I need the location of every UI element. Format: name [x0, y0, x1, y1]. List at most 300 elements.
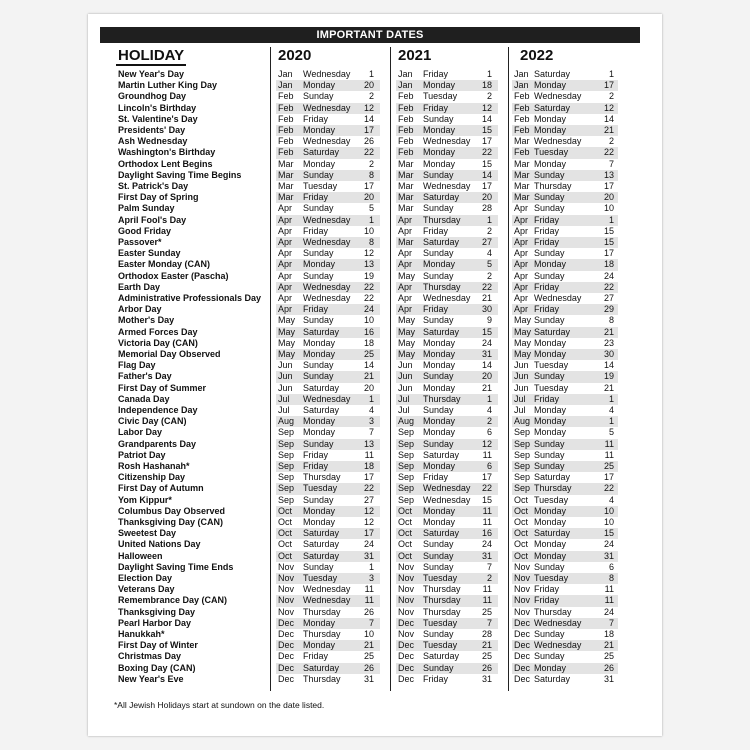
- month-2021: Mar: [398, 203, 414, 214]
- month-2021: May: [398, 337, 416, 348]
- month-2020: Jan: [278, 80, 293, 91]
- weekday-2020: Saturday: [303, 382, 340, 393]
- weekday-2022: Tuesday: [534, 147, 569, 158]
- weekday-2021: Monday: [423, 416, 456, 427]
- date-2020: 13: [363, 259, 374, 270]
- table-row: [88, 136, 662, 147]
- date-2022: 12: [603, 102, 614, 113]
- weekday-2020: Monday: [303, 125, 336, 135]
- weekday-2022: Wednesday: [534, 91, 582, 102]
- weekday-2022: Tuesday: [534, 573, 569, 583]
- date-2022: 17: [603, 80, 614, 91]
- weekday-2021: Wednesday: [423, 293, 471, 303]
- month-2020: Sep: [278, 427, 295, 438]
- weekday-2021: Thursday: [423, 281, 461, 292]
- holiday-name: Presidents' Day: [118, 125, 186, 135]
- date-2020: 22: [363, 293, 374, 303]
- date-2021: 22: [481, 147, 492, 158]
- weekday-2021: Monday: [423, 259, 456, 270]
- month-2021: Oct: [398, 517, 413, 527]
- date-2021: 7: [486, 617, 492, 628]
- date-2022: 10: [603, 505, 614, 516]
- date-2021: 11: [482, 505, 492, 516]
- month-2020: Apr: [278, 281, 293, 292]
- month-2021: Nov: [398, 629, 415, 639]
- weekday-2020: Wednesday: [303, 393, 351, 404]
- weekday-2022: Friday: [534, 225, 560, 236]
- date-2020: 19: [363, 270, 374, 281]
- weekday-2020: Wednesday: [303, 136, 351, 147]
- weekday-2020: Wednesday: [303, 69, 351, 79]
- table-row: [88, 203, 662, 214]
- month-2022: Sep: [514, 427, 531, 438]
- table-row: [88, 651, 662, 662]
- weekday-2022: Saturday: [534, 326, 571, 337]
- table-row: [88, 293, 662, 304]
- date-2020: 22: [363, 281, 374, 292]
- date-2020: 2: [368, 158, 374, 169]
- date-2021: 17: [481, 181, 492, 191]
- holiday-name: St. Valentine's Day: [118, 113, 198, 124]
- month-2022: Oct: [514, 550, 529, 561]
- weekday-2022: Sunday: [534, 192, 565, 203]
- date-2021: 31: [481, 349, 492, 359]
- date-2021: 22: [481, 281, 492, 292]
- weekday-2022: Monday: [534, 80, 567, 91]
- month-2020: Feb: [278, 136, 294, 147]
- weekday-2022: Friday: [534, 214, 560, 225]
- date-2020: 11: [364, 584, 374, 595]
- weekday-2020: Sunday: [303, 315, 334, 326]
- date-2020: 13: [363, 438, 374, 449]
- month-2022: Jan: [514, 69, 529, 79]
- date-2021: 6: [486, 461, 492, 471]
- month-2021: Feb: [398, 91, 414, 102]
- month-2020: May: [278, 349, 296, 359]
- row-stripe: [512, 394, 618, 405]
- month-2021: Nov: [398, 561, 415, 572]
- holiday-name: Father's Day: [118, 371, 172, 382]
- date-2021: 11: [482, 595, 492, 606]
- page-title: IMPORTANT DATES: [100, 27, 640, 43]
- date-2021: 30: [481, 304, 492, 315]
- date-2022: 17: [603, 181, 614, 191]
- table-row: [88, 125, 662, 136]
- date-2021: 25: [481, 651, 492, 662]
- holiday-name: Thanksgiving Day (CAN): [118, 517, 224, 527]
- weekday-2021: Wednesday: [423, 181, 471, 191]
- year-2022-header: 2022: [520, 47, 554, 64]
- month-2022: Dec: [514, 651, 531, 662]
- month-2021: Sep: [398, 472, 415, 483]
- month-2020: Jun: [278, 371, 293, 382]
- holiday-header-underline: [116, 64, 186, 66]
- weekday-2021: Monday: [423, 349, 456, 359]
- date-2020: 1: [368, 561, 374, 572]
- holiday-name: Memorial Day Observed: [118, 349, 221, 359]
- date-2022: 15: [603, 528, 614, 539]
- table-row: [88, 349, 662, 360]
- holiday-name: Patriot Day: [118, 449, 166, 460]
- date-2020: 10: [363, 315, 374, 326]
- date-2021: 9: [486, 315, 492, 326]
- table-row: [88, 584, 662, 595]
- month-2020: Sep: [278, 472, 295, 483]
- holiday-name: First Day of Winter: [118, 640, 198, 651]
- month-2022: Jan: [514, 80, 529, 91]
- table-row: [88, 192, 662, 203]
- date-2022: 8: [608, 573, 614, 583]
- table-row: [88, 338, 662, 349]
- month-2022: Apr: [514, 281, 529, 292]
- holiday-name: Easter Sunday: [118, 248, 181, 259]
- table-row: [88, 674, 662, 685]
- holiday-name: Pearl Harbor Day: [118, 617, 192, 628]
- date-2020: 17: [363, 181, 374, 191]
- month-2020: Apr: [278, 248, 293, 259]
- weekday-2022: Monday: [534, 349, 567, 359]
- weekday-2021: Sunday: [423, 550, 454, 561]
- date-2020: 31: [363, 673, 374, 684]
- holiday-name: Flag Day: [118, 360, 156, 371]
- month-2022: Nov: [514, 584, 531, 595]
- date-2020: 11: [364, 449, 374, 460]
- table-row: [88, 69, 662, 80]
- weekday-2020: Thursday: [303, 673, 341, 684]
- month-2020: Dec: [278, 673, 295, 684]
- date-2020: 4: [368, 405, 374, 415]
- weekday-2022: Sunday: [534, 203, 565, 214]
- date-2020: 10: [363, 225, 374, 236]
- holiday-name: Canada Day: [118, 393, 170, 404]
- weekday-2022: Thursday: [534, 606, 572, 617]
- weekday-2020: Wednesday: [303, 102, 351, 113]
- month-2020: Feb: [278, 125, 294, 135]
- month-2021: Sep: [398, 483, 415, 494]
- date-2020: 7: [368, 617, 374, 628]
- holiday-name: Passover*: [118, 237, 162, 247]
- month-2020: Dec: [278, 640, 295, 651]
- month-2020: Dec: [278, 629, 295, 639]
- weekday-2021: Sunday: [423, 169, 454, 180]
- holiday-name: Orthodox Lent Begins: [118, 158, 213, 169]
- date-2020: 26: [363, 662, 374, 673]
- weekday-2021: Monday: [423, 505, 456, 516]
- date-2021: 2: [486, 225, 492, 236]
- table-row: [88, 595, 662, 606]
- month-2022: Apr: [514, 225, 529, 236]
- weekday-2020: Thursday: [303, 629, 341, 639]
- date-2022: 18: [603, 629, 614, 639]
- weekday-2021: Thursday: [423, 595, 461, 606]
- date-2022: 21: [603, 125, 614, 135]
- table-row: [88, 495, 662, 506]
- date-2021: 11: [482, 449, 492, 460]
- date-2021: 28: [481, 203, 492, 214]
- weekday-2020: Thursday: [303, 606, 341, 617]
- date-2020: 27: [363, 494, 374, 505]
- holiday-name: Armed Forces Day: [118, 326, 198, 337]
- date-2022: 4: [608, 494, 614, 505]
- month-2020: Jun: [278, 360, 293, 371]
- month-2022: Apr: [514, 259, 529, 270]
- table-row: [88, 439, 662, 450]
- month-2020: Nov: [278, 573, 295, 583]
- weekday-2022: Saturday: [534, 528, 571, 539]
- weekday-2020: Thursday: [303, 472, 341, 483]
- date-2022: 2: [608, 136, 614, 147]
- table-row: [88, 147, 662, 158]
- date-2022: 14: [603, 113, 614, 124]
- weekday-2020: Monday: [303, 337, 336, 348]
- holiday-name: Arbor Day: [118, 304, 162, 315]
- date-2020: 1: [368, 69, 374, 79]
- month-2022: Oct: [514, 528, 529, 539]
- month-2022: Dec: [514, 662, 531, 673]
- weekday-2021: Wednesday: [423, 483, 471, 494]
- table-row: [88, 282, 662, 293]
- weekday-2021: Sunday: [423, 561, 454, 572]
- month-2020: Nov: [278, 561, 295, 572]
- month-2022: Feb: [514, 147, 530, 158]
- weekday-2020: Sunday: [303, 169, 334, 180]
- month-2021: Apr: [398, 248, 413, 259]
- holiday-name: Daylight Saving Time Ends: [118, 561, 234, 572]
- table-row: [88, 539, 662, 550]
- weekday-2020: Friday: [303, 113, 329, 124]
- weekday-2021: Sunday: [423, 270, 454, 281]
- weekday-2021: Tuesday: [423, 573, 458, 583]
- weekday-2022: Monday: [534, 337, 567, 348]
- weekday-2020: Sunday: [303, 438, 334, 449]
- weekday-2020: Friday: [303, 461, 329, 471]
- weekday-2022: Friday: [534, 584, 560, 595]
- weekday-2022: Sunday: [534, 629, 565, 639]
- date-2020: 8: [368, 237, 374, 247]
- month-2020: Mar: [278, 181, 294, 191]
- weekday-2022: Saturday: [534, 673, 571, 684]
- table-row: [88, 405, 662, 416]
- month-2021: Mar: [398, 158, 414, 169]
- weekday-2020: Monday: [303, 416, 336, 427]
- date-2022: 1: [608, 214, 614, 225]
- weekday-2022: Wednesday: [534, 136, 582, 147]
- table-row: [88, 472, 662, 483]
- month-2020: Apr: [278, 225, 293, 236]
- month-2022: Apr: [514, 293, 529, 303]
- date-2022: 29: [603, 304, 614, 315]
- weekday-2020: Sunday: [303, 371, 334, 382]
- date-2022: 6: [608, 561, 614, 572]
- weekday-2022: Friday: [534, 304, 560, 315]
- date-2021: 4: [486, 248, 492, 259]
- weekday-2022: Sunday: [534, 169, 565, 180]
- holiday-name: April Fool's Day: [118, 214, 187, 225]
- date-2022: 31: [603, 673, 614, 684]
- month-2022: Nov: [514, 561, 531, 572]
- month-2020: Jun: [278, 382, 293, 393]
- table-row: [88, 640, 662, 651]
- month-2020: Oct: [278, 550, 293, 561]
- month-2022: May: [514, 349, 532, 359]
- month-2022: Oct: [514, 539, 529, 550]
- weekday-2021: Saturday: [423, 326, 460, 337]
- date-2022: 25: [603, 461, 614, 471]
- weekday-2021: Monday: [423, 147, 456, 158]
- table-row: [88, 528, 662, 539]
- table-row: [88, 383, 662, 394]
- table-row: [88, 114, 662, 125]
- weekday-2021: Saturday: [423, 528, 460, 539]
- date-2020: 20: [363, 192, 374, 203]
- month-2021: Apr: [398, 259, 413, 270]
- weekday-2021: Wednesday: [423, 136, 471, 147]
- date-2021: 26: [481, 662, 492, 673]
- month-2022: Dec: [514, 629, 531, 639]
- date-2021: 22: [481, 483, 492, 494]
- weekday-2021: Sunday: [423, 113, 454, 124]
- month-2020: Mar: [278, 192, 294, 203]
- date-2021: 11: [482, 517, 492, 527]
- month-2022: Sep: [514, 438, 531, 449]
- holiday-name: Daylight Saving Time Begins: [118, 169, 242, 180]
- weekday-2020: Saturday: [303, 528, 340, 539]
- month-2022: Nov: [514, 573, 531, 583]
- month-2021: Dec: [398, 617, 415, 628]
- month-2022: Jul: [514, 393, 526, 404]
- date-2022: 17: [603, 248, 614, 259]
- month-2022: Mar: [514, 181, 530, 191]
- month-2021: Nov: [398, 584, 415, 595]
- month-2020: Apr: [278, 304, 293, 315]
- month-2021: Sep: [398, 438, 415, 449]
- date-2021: 6: [486, 427, 492, 438]
- weekday-2022: Sunday: [534, 248, 565, 259]
- date-2020: 26: [363, 606, 374, 617]
- month-2021: May: [398, 349, 416, 359]
- weekday-2022: Thursday: [534, 483, 572, 494]
- date-2020: 5: [368, 203, 374, 214]
- holiday-name: Grandparents Day: [118, 438, 197, 449]
- month-2021: Apr: [398, 225, 413, 236]
- weekday-2022: Wednesday: [534, 617, 582, 628]
- weekday-2022: Saturday: [534, 472, 571, 483]
- weekday-2021: Monday: [423, 517, 456, 527]
- month-2021: Oct: [398, 539, 413, 550]
- date-2021: 12: [481, 438, 492, 449]
- date-2022: 17: [603, 472, 614, 483]
- holiday-name: Veterans Day: [118, 584, 175, 595]
- weekday-2021: Saturday: [423, 449, 460, 460]
- date-2020: 16: [363, 326, 374, 337]
- table-row: [88, 562, 662, 573]
- date-2022: 8: [608, 315, 614, 326]
- weekday-2020: Sunday: [303, 561, 334, 572]
- month-2021: Apr: [398, 281, 413, 292]
- month-2021: Jul: [398, 393, 410, 404]
- holiday-name: Groundhog Day: [118, 91, 186, 102]
- date-2020: 22: [363, 147, 374, 158]
- weekday-2021: Saturday: [423, 237, 460, 247]
- date-2022: 22: [603, 147, 614, 158]
- holiday-name: Rosh Hashanah*: [118, 461, 190, 471]
- date-2020: 12: [363, 248, 374, 259]
- weekday-2022: Friday: [534, 281, 560, 292]
- table-row: [88, 629, 662, 640]
- month-2021: Apr: [398, 293, 413, 303]
- holiday-name: Columbus Day Observed: [118, 505, 226, 516]
- table-row: [88, 226, 662, 237]
- month-2022: Jun: [514, 371, 529, 382]
- holiday-name: Thanksgiving Day: [118, 606, 196, 617]
- weekday-2022: Monday: [534, 113, 567, 124]
- weekday-2021: Saturday: [423, 651, 460, 662]
- holiday-name: Ash Wednesday: [118, 136, 188, 147]
- month-2020: Nov: [278, 595, 295, 606]
- holiday-name: Remembrance Day (CAN): [118, 595, 228, 606]
- month-2022: Oct: [514, 517, 529, 527]
- weekday-2021: Sunday: [423, 438, 454, 449]
- date-2022: 21: [603, 640, 614, 651]
- month-2022: Feb: [514, 91, 530, 102]
- month-2021: Dec: [398, 651, 415, 662]
- date-2022: 7: [608, 158, 614, 169]
- date-2021: 18: [481, 80, 492, 91]
- weekday-2020: Monday: [303, 158, 336, 169]
- date-2022: 11: [604, 584, 614, 595]
- month-2021: Oct: [398, 505, 413, 516]
- month-2021: Feb: [398, 125, 414, 135]
- table-row: [88, 271, 662, 282]
- weekday-2022: Thursday: [534, 181, 572, 191]
- weekday-2022: Sunday: [534, 315, 565, 326]
- month-2022: Apr: [514, 203, 529, 214]
- date-2020: 2: [368, 91, 374, 102]
- weekday-2021: Monday: [423, 337, 456, 348]
- weekday-2020: Monday: [303, 427, 336, 438]
- date-2020: 1: [368, 393, 374, 404]
- weekday-2022: Monday: [534, 125, 567, 135]
- weekday-2021: Sunday: [423, 315, 454, 326]
- weekday-2020: Saturday: [303, 550, 340, 561]
- weekday-2021: Monday: [423, 427, 456, 438]
- holiday-name: Mother's Day: [118, 315, 175, 326]
- date-2022: 18: [603, 259, 614, 270]
- month-2022: Jul: [514, 405, 526, 415]
- holiday-name: New Year's Day: [118, 69, 185, 79]
- weekday-2022: Monday: [534, 517, 567, 527]
- weekday-2020: Saturday: [303, 662, 340, 673]
- month-2022: Oct: [514, 505, 529, 516]
- date-2022: 10: [603, 517, 614, 527]
- weekday-2021: Friday: [423, 102, 449, 113]
- weekday-2021: Thursday: [423, 606, 461, 617]
- date-2020: 17: [363, 125, 374, 135]
- month-2021: Dec: [398, 640, 415, 651]
- holiday-name: Citizenship Day: [118, 472, 186, 483]
- date-2020: 21: [363, 371, 374, 382]
- month-2020: Sep: [278, 438, 295, 449]
- month-2021: Apr: [398, 304, 413, 315]
- weekday-2021: Tuesday: [423, 617, 458, 628]
- date-2020: 24: [363, 304, 374, 315]
- date-2020: 11: [364, 595, 374, 606]
- weekday-2021: Monday: [423, 382, 456, 393]
- weekday-2021: Monday: [423, 80, 456, 91]
- month-2020: May: [278, 337, 296, 348]
- table-row: [88, 663, 662, 674]
- date-2022: 14: [603, 360, 614, 371]
